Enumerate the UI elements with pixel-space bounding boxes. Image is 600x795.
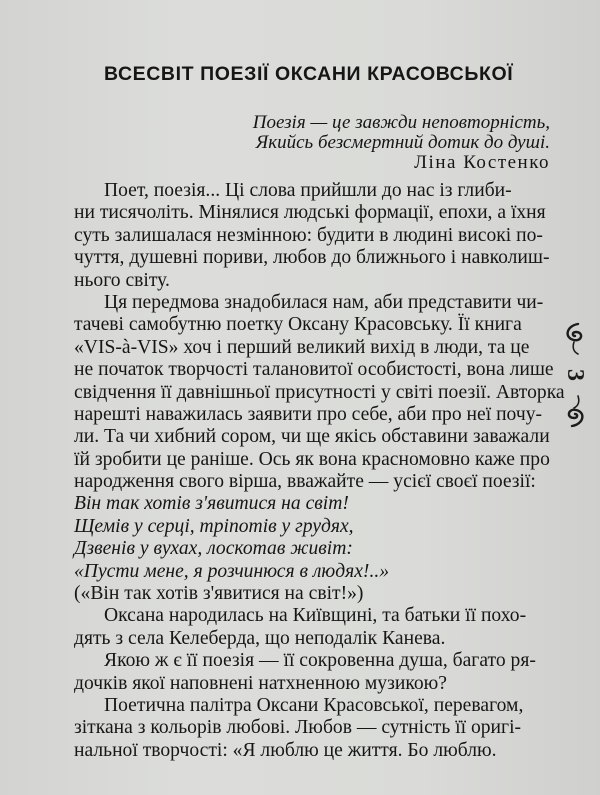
- poem-line: Щемів у серці, тріпотів у грудях,: [74, 515, 354, 537]
- epigraph-author: Ліна Костенко: [414, 152, 550, 173]
- text-line: чуття, душевні пориви, любов до ближнього і навколиш-: [74, 247, 550, 269]
- epigraph: [190, 113, 550, 173]
- epigraph-line: Поезія — це завжди неповторність,: [252, 112, 550, 133]
- scroll-ornament-icon: [558, 320, 592, 430]
- text-line: Поетична палітра Оксани Красовської, перевагом,: [104, 694, 524, 716]
- text-line: не початок творчості талановитої особистості, вона лише: [74, 359, 554, 381]
- page-title: ВСЕСВІТ ПОЕЗІЇ ОКСАНИ КРАСОВСЬКОЇ: [104, 63, 514, 85]
- text-line: народження свого вірша, вважайте — усієї своєї поезії:: [74, 471, 536, 493]
- poem-line: Він так хотів з'явитися на світ!: [74, 493, 349, 515]
- text-line: Поет, поезія... Ці слова прийшли до нас із глиби-: [104, 180, 512, 201]
- text-line: Якою ж є її поезія — її сокровенна душа, багато ря-: [104, 650, 536, 672]
- text-line: нарешті наважилась заявити про себе, аби про неї почу-: [74, 403, 543, 425]
- text-line: нальної творчості: «Я люблю це життя. Бо люблю.: [74, 739, 497, 761]
- text-line: Ця передмова знадобилася нам, аби представити чи-: [104, 291, 544, 313]
- poem-line: Дзвенів у вухах, лоскотав живіт:: [74, 538, 353, 560]
- poem-line: («Він так хотів з'явитися на світ!»): [74, 583, 364, 605]
- text-line: ни тисячоліть. Мінялися людські формації, епохи, а їхня: [74, 202, 546, 224]
- text-line: свідчення її давнішньої присутності у світі поезії. Авторка: [74, 381, 565, 403]
- text-line: їй зробити це раніше. Ось як вона красномовно каже про: [74, 448, 550, 470]
- text-line: дять з села Келеберда, що неподалік Канева.: [74, 627, 446, 649]
- text-line: Оксана народилась на Київщині, та батьки її похо-: [104, 605, 527, 627]
- text-line: тачеві самобутню поетку Оксану Красовську. Її книга: [74, 314, 522, 336]
- text-line: дочків якої наповнені натхненною музикою?: [74, 672, 447, 694]
- body-text: [74, 180, 565, 762]
- poem-line: «Пусти мене, я розчинюся в людях!..»: [74, 560, 390, 582]
- text-line: нього світу.: [74, 269, 170, 291]
- text-line: зіткана з кольорів любові. Любов — сутність її оригі-: [74, 717, 522, 739]
- page-number-ornament: [558, 320, 592, 430]
- text-line: «VIS-à-VIS» хоч і перший великий вихід в люди, та це: [74, 336, 530, 358]
- text-line: ли. Та чи хибний сором, чи ще якісь обставини заважали: [74, 426, 550, 448]
- epigraph-line: Якийсь безсмертний дотик до душі.: [255, 132, 550, 153]
- text-line: суть залишалася незмінною: будити в людині високі по-: [74, 224, 543, 246]
- page-number: 3: [562, 369, 588, 381]
